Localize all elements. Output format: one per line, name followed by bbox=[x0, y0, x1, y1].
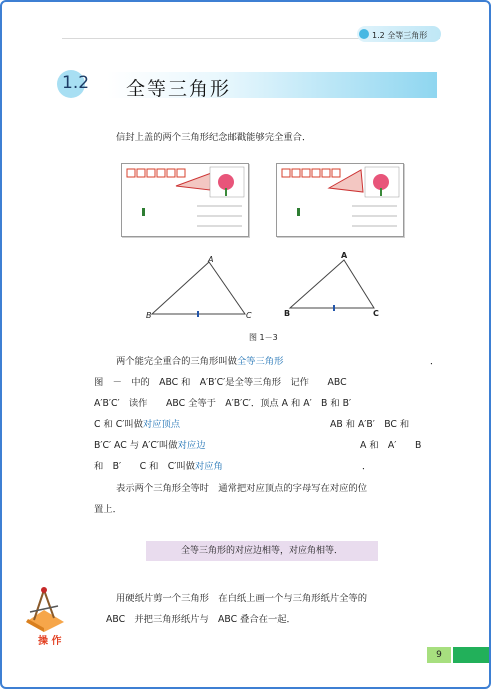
paragraph-line-5 bbox=[94, 436, 206, 455]
text-run: 和 B′ C 和 C′叫做 bbox=[94, 461, 195, 472]
vertex-b-left: B bbox=[146, 311, 152, 320]
running-header-text bbox=[372, 30, 427, 41]
postcard-left bbox=[121, 163, 249, 237]
paragraph-line-1 bbox=[116, 352, 283, 371]
vertex-c-right: C bbox=[373, 309, 379, 318]
paragraph-line-4 bbox=[94, 415, 180, 434]
header-dot-icon bbox=[359, 29, 369, 39]
section-number: 1.2 bbox=[62, 73, 90, 93]
vertex-a-left: A bbox=[208, 255, 214, 264]
paragraph-line-5-end: A 和 A′ B bbox=[360, 440, 422, 451]
term-corresponding-vertices: 对应顶点 bbox=[142, 419, 181, 430]
paragraph-line-4-end: AB 和 A′B′ BC 和 bbox=[330, 419, 410, 430]
vertex-c-left: C bbox=[246, 311, 252, 320]
figure-caption: 图 1－3 bbox=[249, 333, 278, 342]
paragraph-line-7: 表示两个三角形全等时 通常把对应顶点的字母写在对应的位 bbox=[116, 483, 368, 494]
vertex-b-right: B bbox=[284, 309, 291, 318]
postcard-right bbox=[276, 163, 404, 237]
intro-text: 信封上盖的两个三角形纪念邮戳能够完全重合． bbox=[116, 132, 312, 143]
triangle-left bbox=[152, 262, 245, 314]
vertex-a-right: A bbox=[341, 251, 348, 260]
postcard-right-illustration bbox=[277, 164, 403, 236]
page-number: 9 bbox=[427, 647, 451, 663]
triangle-right bbox=[290, 260, 374, 308]
text-run: B′C′ AC 与 A′C′叫做 bbox=[94, 440, 178, 451]
activity-label: 操 作 bbox=[38, 636, 62, 647]
congruent-triangles-figure bbox=[142, 250, 402, 324]
term-congruent-triangles: 全等三角形 bbox=[236, 356, 284, 367]
header-section-number: 1.2 bbox=[372, 31, 385, 40]
postcard-left-illustration bbox=[122, 164, 248, 236]
page-number-strip bbox=[453, 647, 491, 663]
compass-tools-icon bbox=[22, 582, 66, 632]
paragraph-line-6 bbox=[94, 457, 223, 476]
term-corresponding-angles: 对应角 bbox=[194, 461, 223, 472]
paragraph-line-8: 置上． bbox=[94, 504, 122, 515]
activity-line-2: ABC 并把三角形纸片与 ABC 叠合在一起． bbox=[106, 614, 296, 625]
text-run: 两个能完全重合的三角形叫做 bbox=[116, 356, 237, 367]
key-statement-box: 全等三角形的对应边相等，对应角相等． bbox=[146, 541, 378, 561]
text-run: C 和 C′叫做 bbox=[94, 419, 143, 430]
paragraph-line-2: 图 － 中的 ABC 和 A′B′C′是全等三角形 记作 ABC bbox=[94, 377, 347, 388]
paragraph-line-1-end: ． bbox=[430, 356, 440, 367]
paragraph-line-6-end: ． bbox=[362, 461, 372, 472]
section-title: 全等三角形 bbox=[126, 78, 232, 100]
header-title: 全等三角形 bbox=[387, 31, 428, 40]
activity-line-1: 用硬纸片剪一个三角形 在白纸上画一个与三角形纸片全等的 bbox=[116, 593, 368, 604]
paragraph-line-3: A′B′C′ 读作 ABC 全等于 A′B′C′．顶点 A 和 A′ B 和 B′ bbox=[94, 398, 352, 409]
term-corresponding-sides: 对应边 bbox=[177, 440, 206, 451]
